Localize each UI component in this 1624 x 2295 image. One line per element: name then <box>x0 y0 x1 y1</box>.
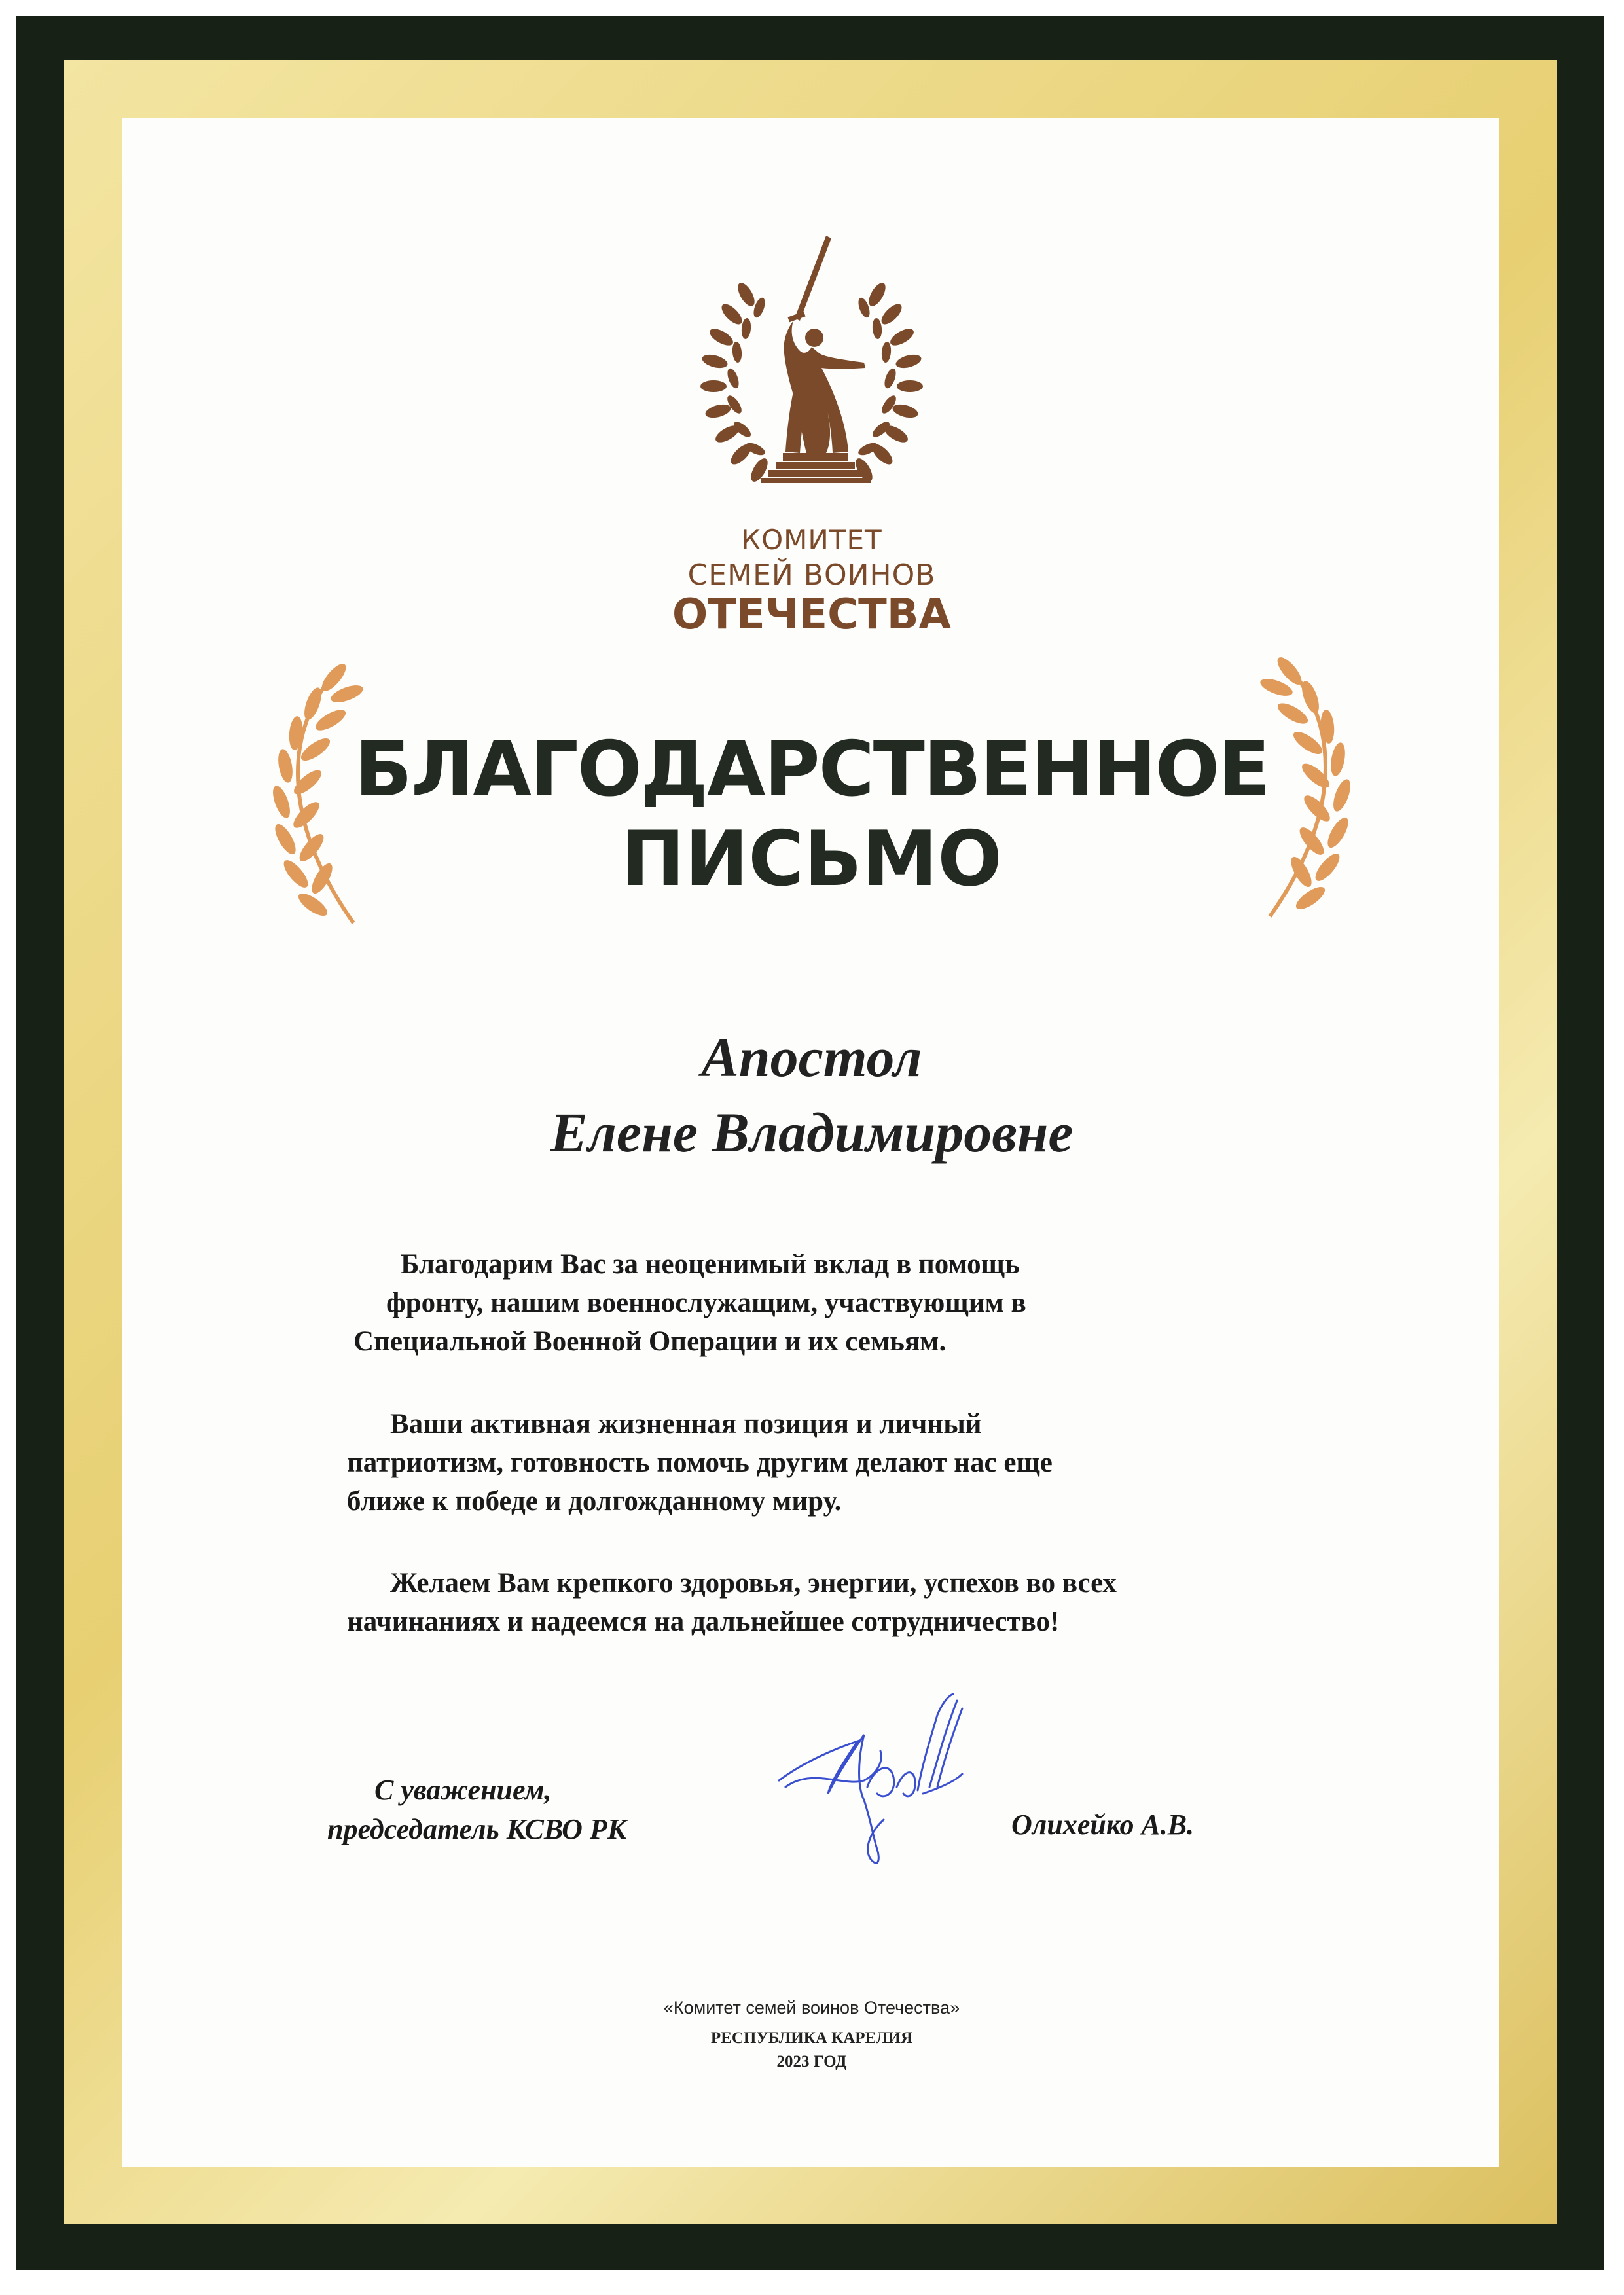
footer-region: РЕСПУБЛИКА КАРЕЛИЯ <box>710 2029 913 2047</box>
certificate-title-line1: БЛАГОДАРСТВЕННОЕ <box>354 725 1269 814</box>
org-name-line2: СЕМЕЙ ВОИНОВ <box>687 558 936 592</box>
signatory-name: Олихейко А.В. <box>1011 1809 1195 1841</box>
body-line: начинаниях и надеемся на дальнейшее сотрудничество! <box>347 1606 1060 1637</box>
org-name-line3: ОТЕЧЕСТВА <box>672 590 952 639</box>
body-paragraph-1 <box>340 1245 1296 1361</box>
regards-text: С уважением, <box>374 1774 552 1806</box>
recipient-given-names: Елене Владимировне <box>550 1101 1074 1164</box>
body-line: ближе к победе и долгожданному миру. <box>347 1486 842 1517</box>
footer-organization: «Комитет семей воинов Отечества» <box>663 1998 960 2017</box>
position-text: председатель КСВО РК <box>327 1813 627 1845</box>
handwritten-signature <box>766 1689 1001 1905</box>
body-line: Благодарим Вас за неоценимый вклад в помощь <box>401 1249 1020 1280</box>
signature-position-block <box>327 1771 627 1849</box>
body-line: патриотизм, готовность помочь другим делают нас еще <box>347 1447 1053 1478</box>
certificate-title-line2: ПИСЬМО <box>621 815 1002 903</box>
body-line: Специальной Военной Операции и их семьям. <box>353 1326 947 1357</box>
body-line: Желаем Вам крепкого здоровья, энергии, успехов во всех <box>390 1568 1117 1599</box>
body-line: Ваши активная жизненная позиция и личный <box>390 1409 982 1439</box>
body-paragraph-2 <box>340 1405 1296 1521</box>
emblem-statue-wreath-icon <box>655 223 969 537</box>
body-line: фронту, нашим военнослужащим, участвующим в <box>386 1288 1026 1318</box>
footer-year: 2023 ГОД <box>776 2053 847 2070</box>
recipient-surname: Апостол <box>701 1026 922 1089</box>
body-paragraph-3 <box>340 1564 1296 1641</box>
org-name-line1: КОМИТЕТ <box>741 524 882 556</box>
